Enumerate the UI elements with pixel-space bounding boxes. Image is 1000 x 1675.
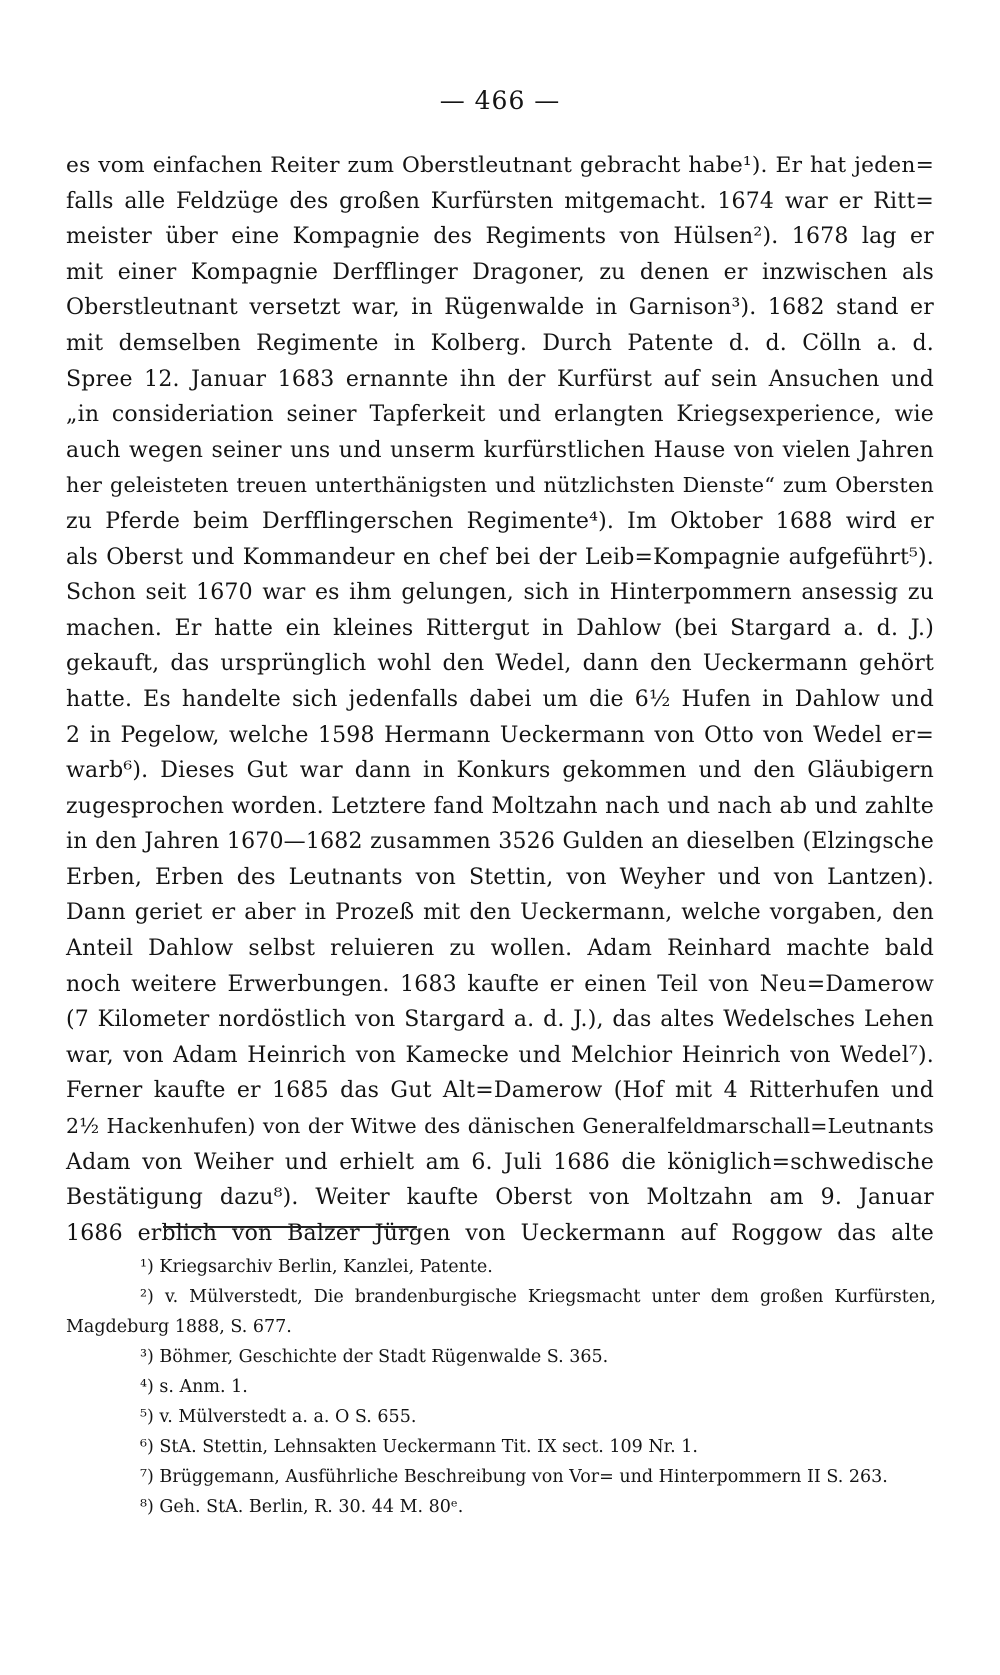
- page-number: — 466 —: [439, 86, 561, 115]
- body-line: Ferner kaufte er 1685 das Gut Alt=Damerow (Hof mit 4 Ritterhufen und: [66, 1078, 934, 1104]
- body-line: in den Jahren 1670—1682 zusammen 3526 Gulden an dieselben (Elzingsche: [66, 829, 934, 855]
- body-line: (7 Kilometer nordöstlich von Stargard a. d. J.), das altes Wedelsches Lehen: [66, 1007, 934, 1033]
- body-line: gekauft, das ursprünglich wohl den Wedel, dann den Ueckermann gehört: [66, 651, 934, 677]
- body-line: Anteil Dahlow selbst reluieren zu wollen. Adam Reinhard machte bald: [66, 936, 934, 962]
- body-line: 2½ Hackenhufen) von der Witwe des dänischen Generalfeldmarschall=Leutnants: [66, 1114, 934, 1139]
- body-line: Erben, Erben des Leutnants von Stettin, von Weyher und von Lantzen).: [66, 864, 934, 890]
- body-line: falls alle Feldzüge des großen Kurfürsten mitgemacht. 1674 war er Ritt=: [66, 188, 934, 214]
- body-line: zu Pferde beim Derfflingerschen Regimente⁴). Im Oktober 1688 wird er: [66, 508, 934, 534]
- footnote: ³) Böhmer, Geschichte der Stadt Rügenwalde S. 365.: [140, 1347, 609, 1367]
- body-line: warb⁶). Dieses Gut war dann in Konkurs gekommen und den Gläubigern: [66, 758, 934, 784]
- footnote: ⁷) Brüggemann, Ausführliche Beschreibung von Vor= und Hinterpommern II S. 263.: [140, 1467, 888, 1487]
- body-line: es vom einfachen Reiter zum Oberstleutnant gebracht habe¹). Er hat jeden=: [66, 153, 934, 178]
- body-line: hatte. Es handelte sich jedenfalls dabei um die 6½ Hufen in Dahlow und: [66, 686, 934, 712]
- body-line: war, von Adam Heinrich von Kamecke und Melchior Heinrich von Wedel⁷).: [66, 1042, 934, 1068]
- footnote: ⁵) v. Mülverstedt a. a. O S. 655.: [140, 1407, 417, 1427]
- body-line: 2 in Pegelow, welche 1598 Hermann Ueckermann von Otto von Wedel er=: [66, 722, 934, 748]
- body-line: noch weitere Erwerbungen. 1683 kaufte er einen Teil von Neu=Damerow: [66, 971, 934, 997]
- footnotes: [66, 1252, 940, 1522]
- footnote-separator: [163, 1226, 417, 1228]
- body-line: 1686 erblich von Balzer Jürgen von Ueckermann auf Roggow das alte: [66, 1220, 934, 1246]
- body-line: Spree 12. Januar 1683 ernannte ihn der Kurfürst auf sein Ansuchen und: [66, 366, 934, 392]
- body-line: Dann geriet er aber in Prozeß mit den Ueckermann, welche vorgaben, den: [66, 900, 934, 926]
- footnote: ²) v. Mülverstedt, Die brandenburgische Kriegsmacht unter dem großen Kurfürsten,: [140, 1287, 936, 1307]
- body-line: mit demselben Regimente in Kolberg. Durch Patente d. d. Cölln a. d.: [66, 330, 934, 356]
- body-line: Oberstleutnant versetzt war, in Rügenwalde in Garnison³). 1682 stand er: [66, 295, 934, 321]
- footnote: ⁸) Geh. StA. Berlin, R. 30. 44 M. 80ᵉ.: [140, 1497, 464, 1517]
- body-line: zugesprochen worden. Letztere fand Moltzahn nach und nach ab und zahlte: [66, 793, 934, 819]
- body-line: meister über eine Kompagnie des Regiments von Hülsen²). 1678 lag er: [66, 224, 934, 250]
- body-line: auch wegen seiner uns und unserm kurfürstlichen Hause von vielen Jahren: [66, 437, 934, 463]
- body-line: her geleisteten treuen unterthänigsten und nützlichsten Dienste“ zum Obersten: [66, 473, 934, 498]
- footnote: ⁴) s. Anm. 1.: [140, 1377, 248, 1397]
- body-line: Adam von Weiher und erhielt am 6. Juli 1686 die königlich=schwedische: [66, 1149, 934, 1175]
- footnote: ¹) Kriegsarchiv Berlin, Kanzlei, Patente.: [140, 1257, 493, 1277]
- body-line: Schon seit 1670 war es ihm gelungen, sich in Hinterpommern ansessig zu: [66, 580, 934, 606]
- body-line: als Oberst und Kommandeur en chef bei der Leib=Kompagnie aufgeführt⁵).: [66, 544, 934, 570]
- body-text: [66, 148, 934, 1251]
- body-line: Bestätigung dazu⁸). Weiter kaufte Oberst von Moltzahn am 9. Januar: [66, 1185, 934, 1211]
- body-line: mit einer Kompagnie Derfflinger Dragoner, zu denen er inzwischen als: [66, 259, 934, 285]
- body-line: machen. Er hatte ein kleines Rittergut in Dahlow (bei Stargard a. d. J.): [66, 615, 934, 641]
- footnote-continuation: Magdeburg 1888, S. 677.: [66, 1317, 292, 1337]
- body-line: „in consideriation seiner Tapferkeit und erlangten Kriegsexperience, wie: [66, 402, 934, 428]
- footnote: ⁶) StA. Stettin, Lehnsakten Ueckermann Tit. IX sect. 109 Nr. 1.: [140, 1437, 698, 1457]
